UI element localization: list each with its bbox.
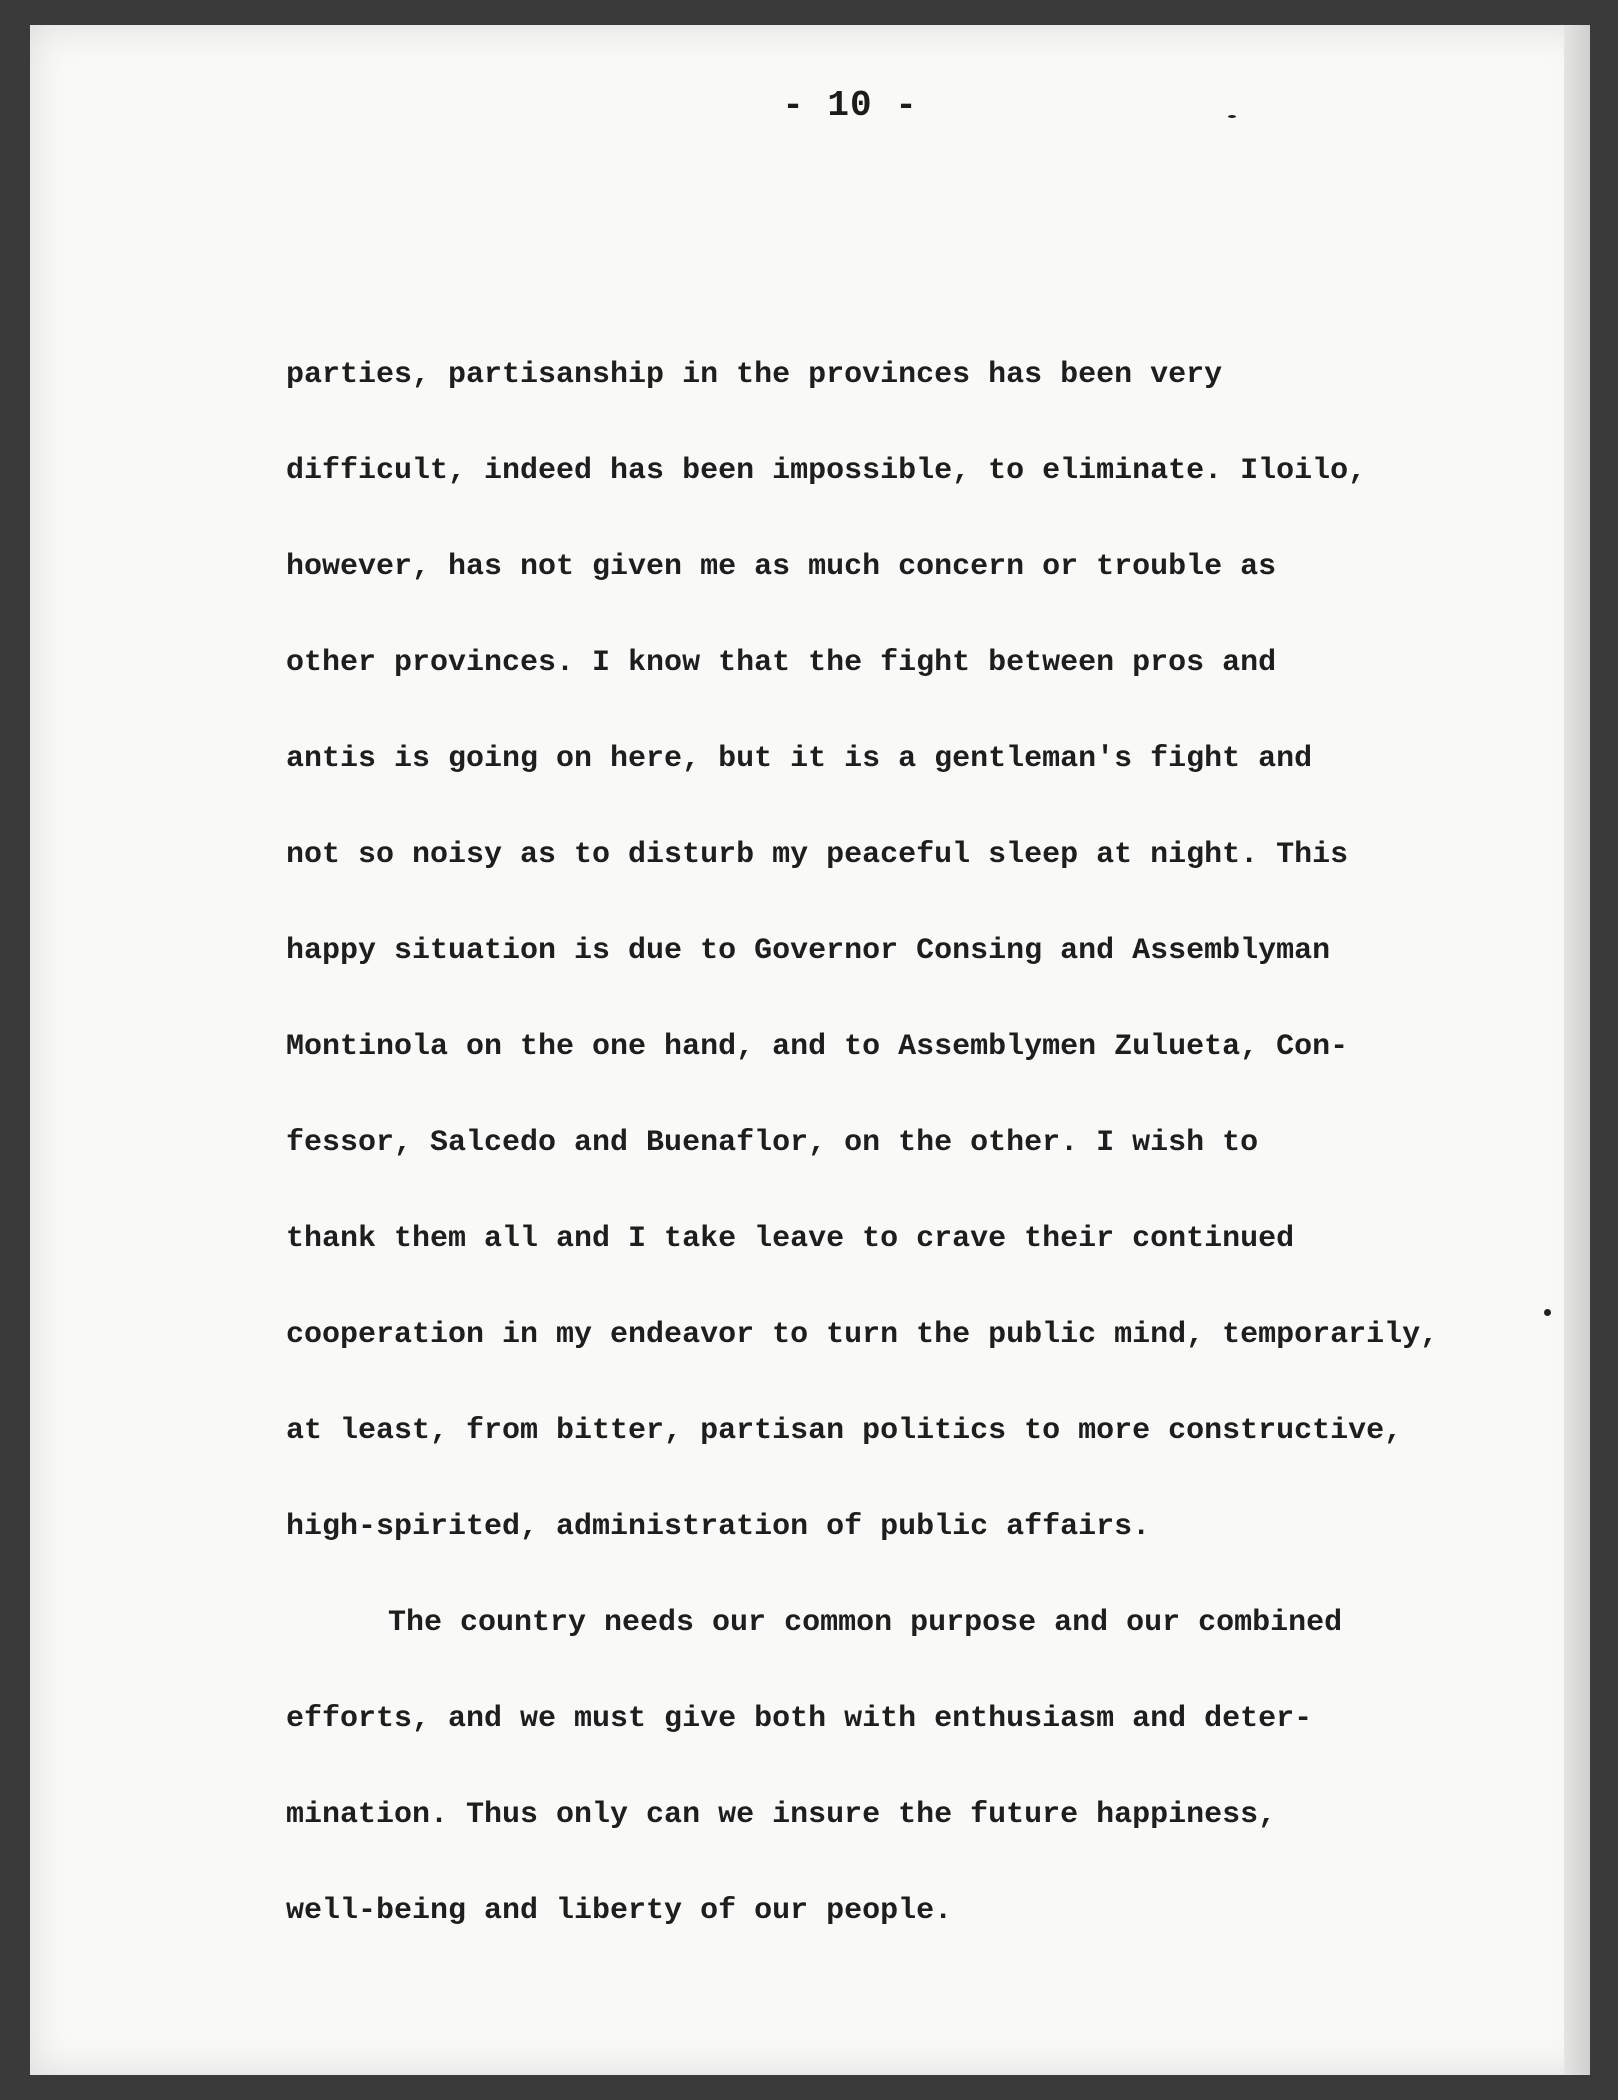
text-line: cooperation in my endeavor to turn the public mind, temporarily, xyxy=(286,1318,1439,1352)
text-line: thank them all and I take leave to crave their continued xyxy=(286,1222,1295,1256)
text-line: not so noisy as to disturb my peaceful sleep at night. This xyxy=(286,838,1349,872)
paragraph-first-line: The country needs our common purpose and our combined xyxy=(388,1606,1343,1640)
text-line: efforts, and we must give both with enthusiasm and deter- xyxy=(286,1702,1313,1736)
text-line: well-being and liberty of our people. xyxy=(286,1894,953,1928)
text-line: difficult, indeed has been impossible, to eliminate. Iloilo, xyxy=(286,454,1367,488)
body-text xyxy=(286,327,1536,1959)
text-line: however, has not given me as much concern or trouble as xyxy=(286,550,1277,584)
text-line: happy situation is due to Governor Consing and Assemblyman xyxy=(286,934,1331,968)
text-line: fessor, Salcedo and Buenaflor, on the other. I wish to xyxy=(286,1126,1259,1160)
text-line: parties, partisanship in the provinces has been very xyxy=(286,358,1223,392)
text-line: other provinces. I know that the fight between pros and xyxy=(286,646,1277,680)
page-edge-shadow xyxy=(1564,25,1590,2075)
text-line: at least, from bitter, partisan politics to more constructive, xyxy=(286,1414,1403,1448)
page-number: - 10 - xyxy=(782,85,918,126)
document-page xyxy=(30,25,1590,2075)
text-line: Montinola on the one hand, and to Assemblymen Zulueta, Con- xyxy=(286,1030,1349,1064)
text-line: antis is going on here, but it is a gentleman's fight and xyxy=(286,742,1313,776)
text-line: high-spirited, administration of public affairs. xyxy=(286,1510,1151,1544)
text-line: mination. Thus only can we insure the future happiness, xyxy=(286,1798,1277,1832)
ink-speck xyxy=(1228,115,1236,118)
ink-speck xyxy=(1544,1309,1551,1316)
